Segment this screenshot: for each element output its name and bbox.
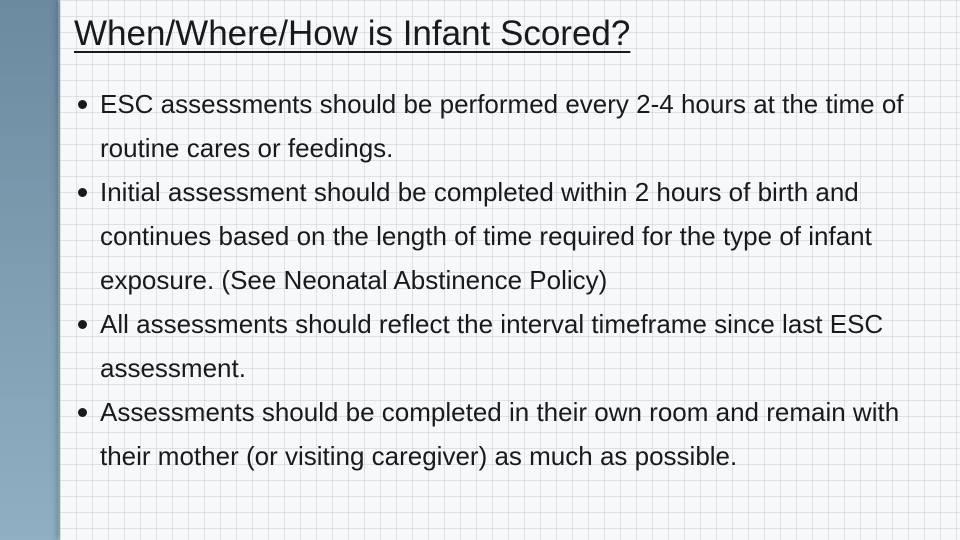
bullet-dot-icon	[78, 408, 87, 417]
bullet-text: Assessments should be completed in their own room and remain with their mother (or visiting caregiver) as much as possible.	[100, 397, 900, 471]
bullet-text: Initial assessment should be completed within 2 hours of birth and continues based on the length of time required for the type of infant exposure. (See Neonatal Abstinence Policy)	[100, 177, 872, 295]
bullet-dot-icon	[78, 100, 87, 109]
bullet-dot-icon	[78, 188, 87, 197]
bullet-text: ESC assessments should be performed every 2-4 hours at the time of routine cares or feedings.	[100, 89, 904, 163]
bullet-dot-icon	[78, 320, 87, 329]
bullet-item	[74, 390, 944, 478]
bullet-item	[74, 170, 944, 302]
bullet-text: All assessments should reflect the interval timeframe since last ESC assessment.	[100, 309, 884, 383]
slide-title: When/Where/How is Infant Scored?	[74, 14, 631, 53]
bullet-item	[74, 82, 944, 170]
bullet-item	[74, 302, 944, 390]
left-decorative-band	[0, 0, 58, 540]
bullet-list	[74, 82, 944, 478]
